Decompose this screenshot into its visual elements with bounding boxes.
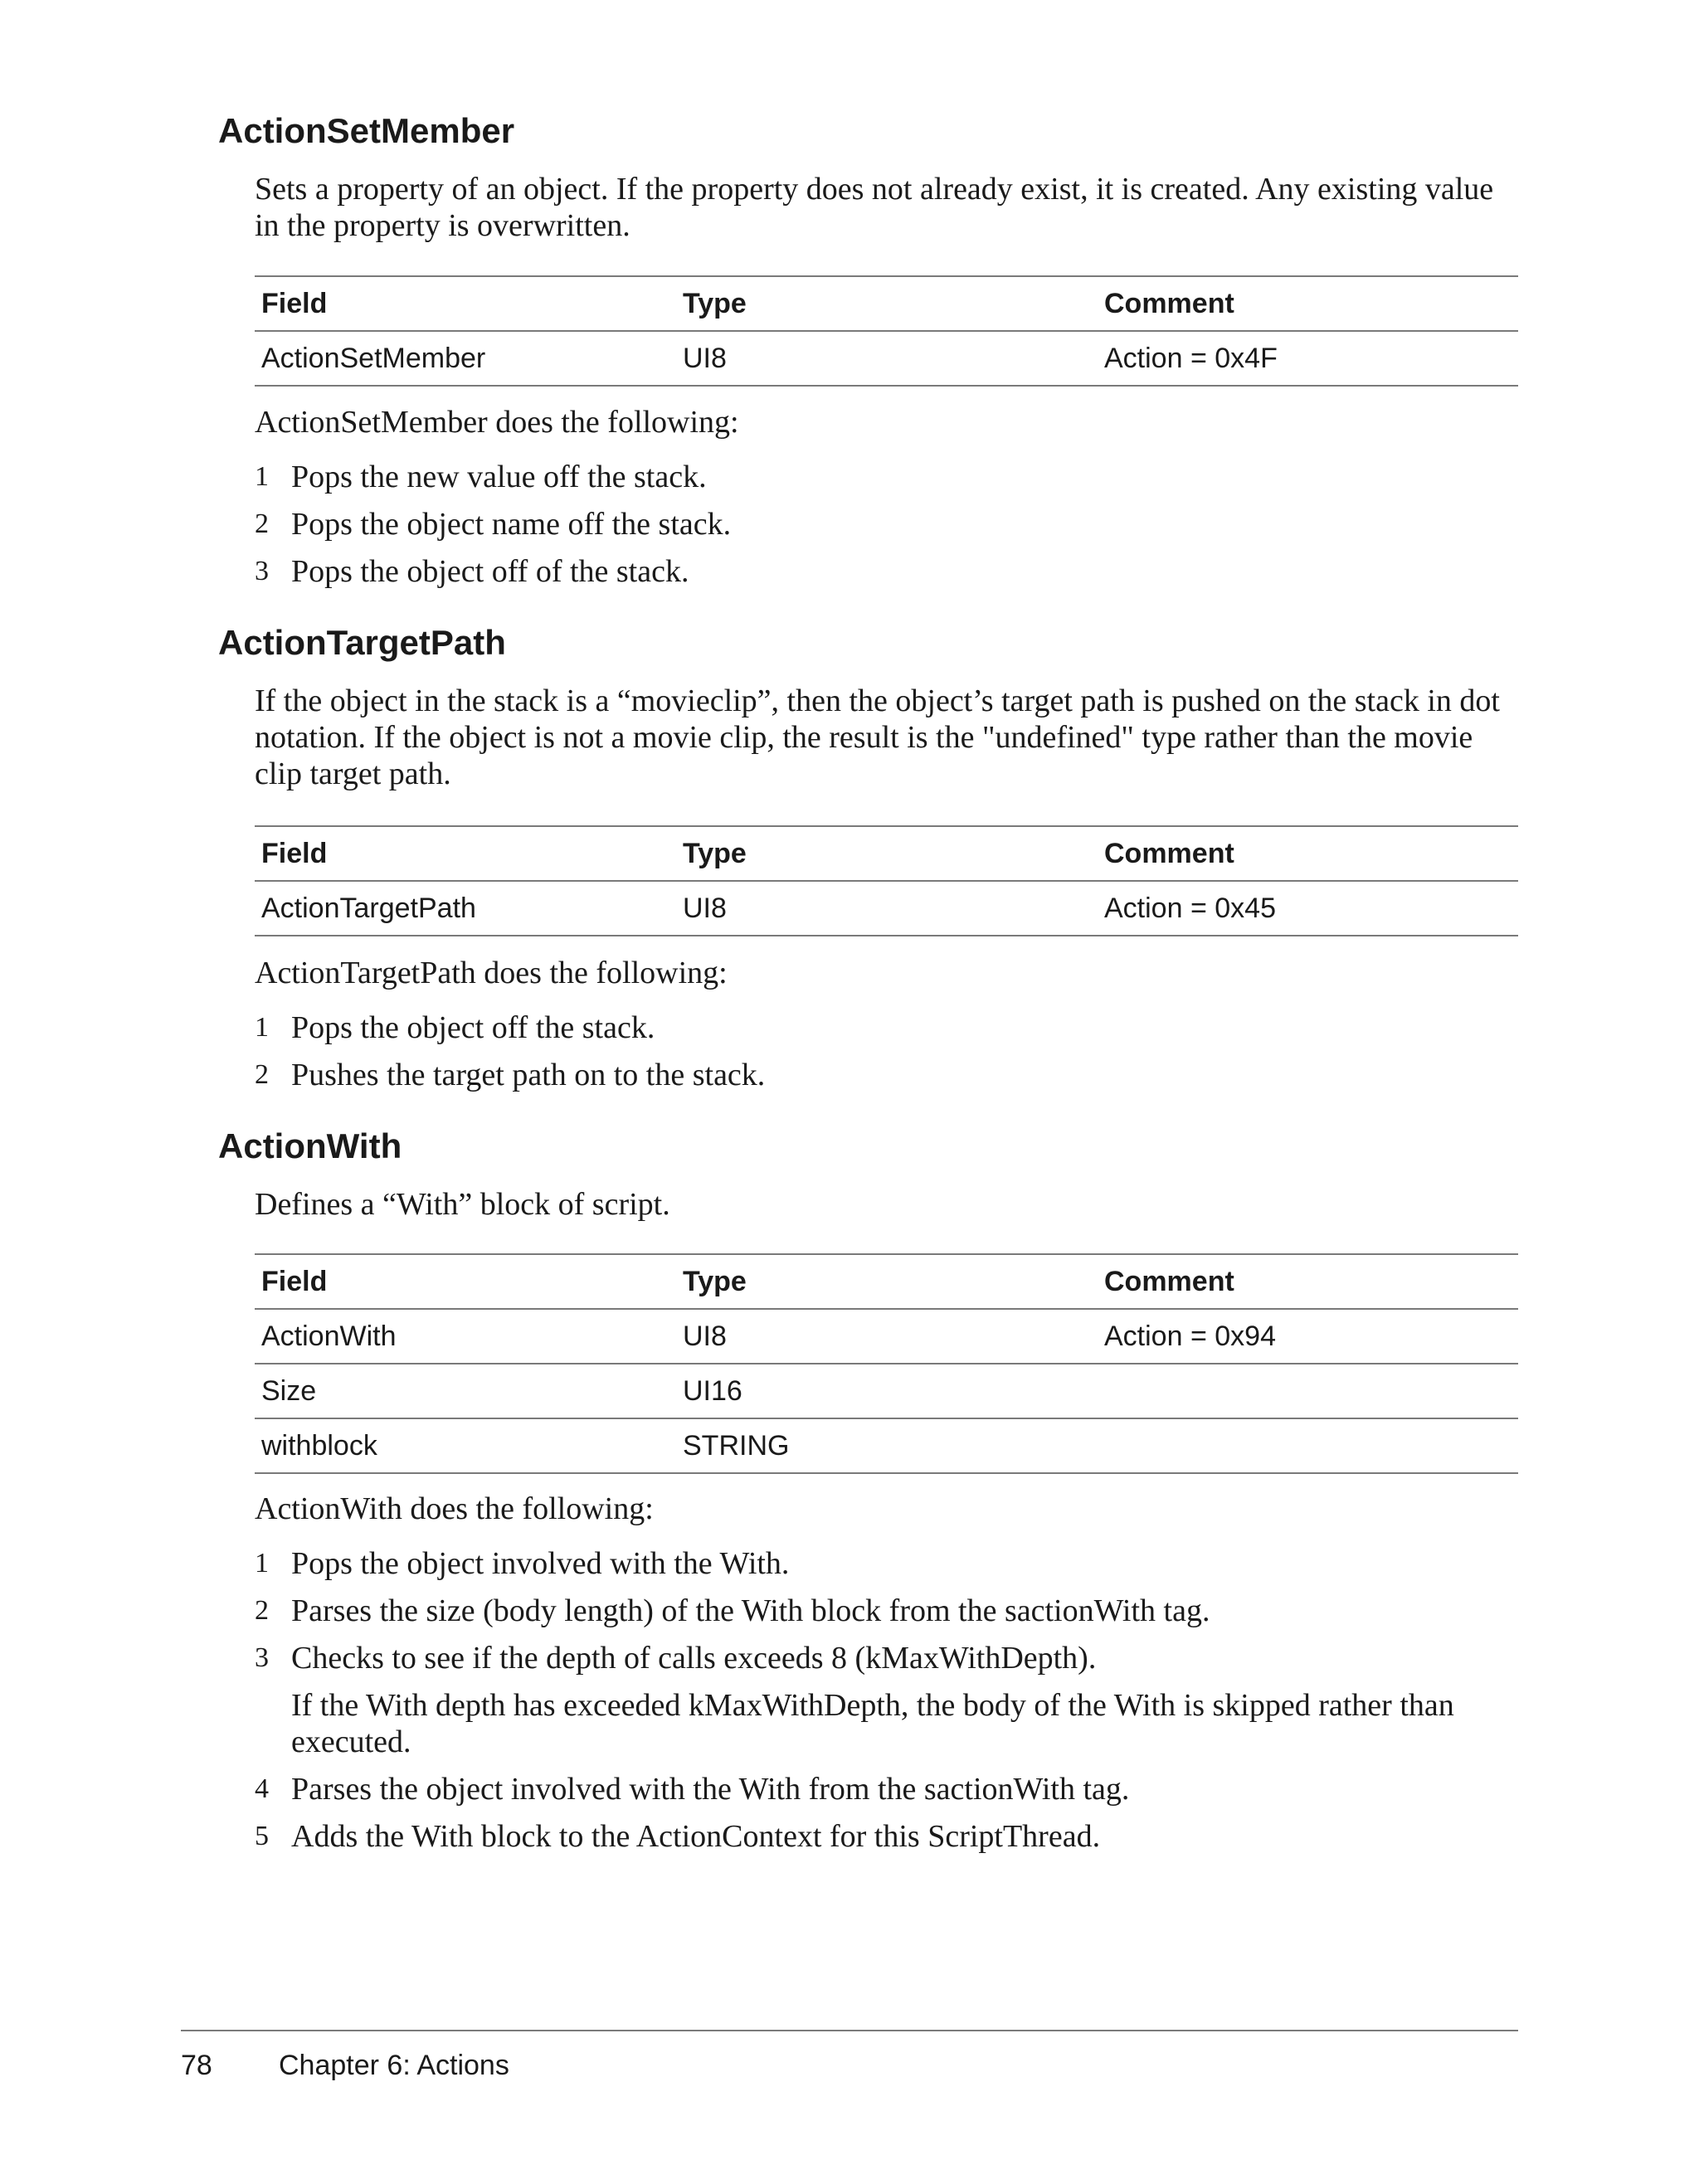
steps-list [255, 459, 1524, 601]
list-item [255, 1545, 1524, 1582]
column-header-type: Type [676, 276, 1098, 331]
table-cell-field: ActionSetMember [255, 331, 676, 386]
step-text: Pushes the target path on to the stack. [291, 1058, 766, 1092]
steps-list [255, 1545, 1524, 1865]
column-header-comment: Comment [1098, 826, 1518, 881]
step-text: Parses the object involved with the With from the sactionWith tag. [291, 1772, 1130, 1807]
table-row [255, 1309, 1518, 1364]
column-header-comment: Comment [1098, 1254, 1518, 1309]
list-item [255, 1593, 1524, 1629]
list-item [255, 1640, 1524, 1760]
table-header-row [255, 826, 1518, 881]
list-item [255, 459, 1524, 495]
step-text: Pops the object involved with the With. [291, 1546, 790, 1581]
table-row [255, 1418, 1518, 1473]
page-number: 78 [181, 2050, 212, 2081]
column-header-field: Field [255, 1254, 676, 1309]
table-cell-comment [1098, 1364, 1518, 1418]
table-cell-comment: Action = 0x45 [1098, 881, 1518, 936]
section-description: Sets a property of an object. If the property does not already exist, it is created. Any existing value in the property is overwritten. [255, 172, 1494, 243]
chapter-title: Chapter 6: Actions [279, 2050, 509, 2081]
field-table [255, 1253, 1518, 1474]
column-header-type: Type [676, 1254, 1098, 1309]
step-text: Parses the size (body length) of the With block from the sactionWith tag. [291, 1593, 1210, 1628]
list-item [255, 1771, 1524, 1807]
table-cell-type: STRING [676, 1418, 1098, 1473]
steps-intro: ActionSetMember does the following: [255, 405, 739, 440]
footer-divider [181, 2030, 1518, 2031]
list-item [255, 1057, 1524, 1093]
table-cell-field: ActionTargetPath [255, 881, 676, 936]
column-header-field: Field [255, 826, 676, 881]
table-cell-type: UI8 [676, 881, 1098, 936]
step-number: 2 [255, 508, 269, 539]
step-number: 2 [255, 1595, 269, 1626]
table-header-row [255, 1254, 1518, 1309]
list-item [255, 1818, 1524, 1855]
step-number: 5 [255, 1821, 269, 1851]
step-number: 2 [255, 1059, 269, 1090]
section-title-actiontargetpath: ActionTargetPath [218, 623, 506, 662]
step-text: Pops the object off of the stack. [291, 554, 689, 589]
table-cell-field: ActionWith [255, 1309, 676, 1364]
list-item [255, 1009, 1524, 1046]
list-item [255, 506, 1524, 542]
table-cell-comment: Action = 0x4F [1098, 331, 1518, 386]
table-cell-type: UI16 [676, 1364, 1098, 1418]
list-item [255, 553, 1524, 590]
section-title-actionsetmember: ActionSetMember [218, 111, 515, 150]
step-text: Pops the object name off the stack. [291, 507, 732, 542]
step-text: Pops the object off the stack. [291, 1010, 655, 1045]
step-text: Pops the new value off the stack. [291, 460, 707, 494]
field-table [255, 825, 1518, 936]
table-cell-type: UI8 [676, 1309, 1098, 1364]
table-row [255, 1364, 1518, 1418]
table-header-row [255, 276, 1518, 331]
step-note: If the With depth has exceeded kMaxWithDepth, the body of the With is skipped rather than executed. [291, 1688, 1454, 1759]
steps-list [255, 1009, 1524, 1104]
step-number: 3 [255, 556, 269, 586]
column-header-comment: Comment [1098, 276, 1518, 331]
step-text: Checks to see if the depth of calls exceeds 8 (kMaxWithDepth). [291, 1641, 1097, 1676]
steps-intro: ActionWith does the following: [255, 1491, 654, 1526]
steps-intro: ActionTargetPath does the following: [255, 956, 728, 990]
column-header-type: Type [676, 826, 1098, 881]
step-text: Adds the With block to the ActionContext for this ScriptThread. [291, 1819, 1101, 1854]
table-cell-type: UI8 [676, 331, 1098, 386]
field-table [255, 275, 1518, 387]
step-number: 3 [255, 1642, 269, 1673]
section-description: If the object in the stack is a “movieclip”, then the object’s target path is pushed on the stack in dot notation. If the object is not a movie clip, the result is the "undefined" type rather than the movie clip target path. [255, 683, 1500, 791]
column-header-field: Field [255, 276, 676, 331]
step-number: 1 [255, 461, 269, 492]
step-number: 1 [255, 1012, 269, 1043]
section-description: Defines a “With” block of script. [255, 1187, 670, 1222]
step-number: 4 [255, 1773, 269, 1804]
table-row [255, 331, 1518, 386]
table-cell-comment [1098, 1418, 1518, 1473]
section-title-actionwith: ActionWith [218, 1126, 402, 1165]
table-cell-comment: Action = 0x94 [1098, 1309, 1518, 1364]
step-number: 1 [255, 1548, 269, 1578]
table-row [255, 881, 1518, 936]
table-cell-field: Size [255, 1364, 676, 1418]
table-cell-field: withblock [255, 1418, 676, 1473]
